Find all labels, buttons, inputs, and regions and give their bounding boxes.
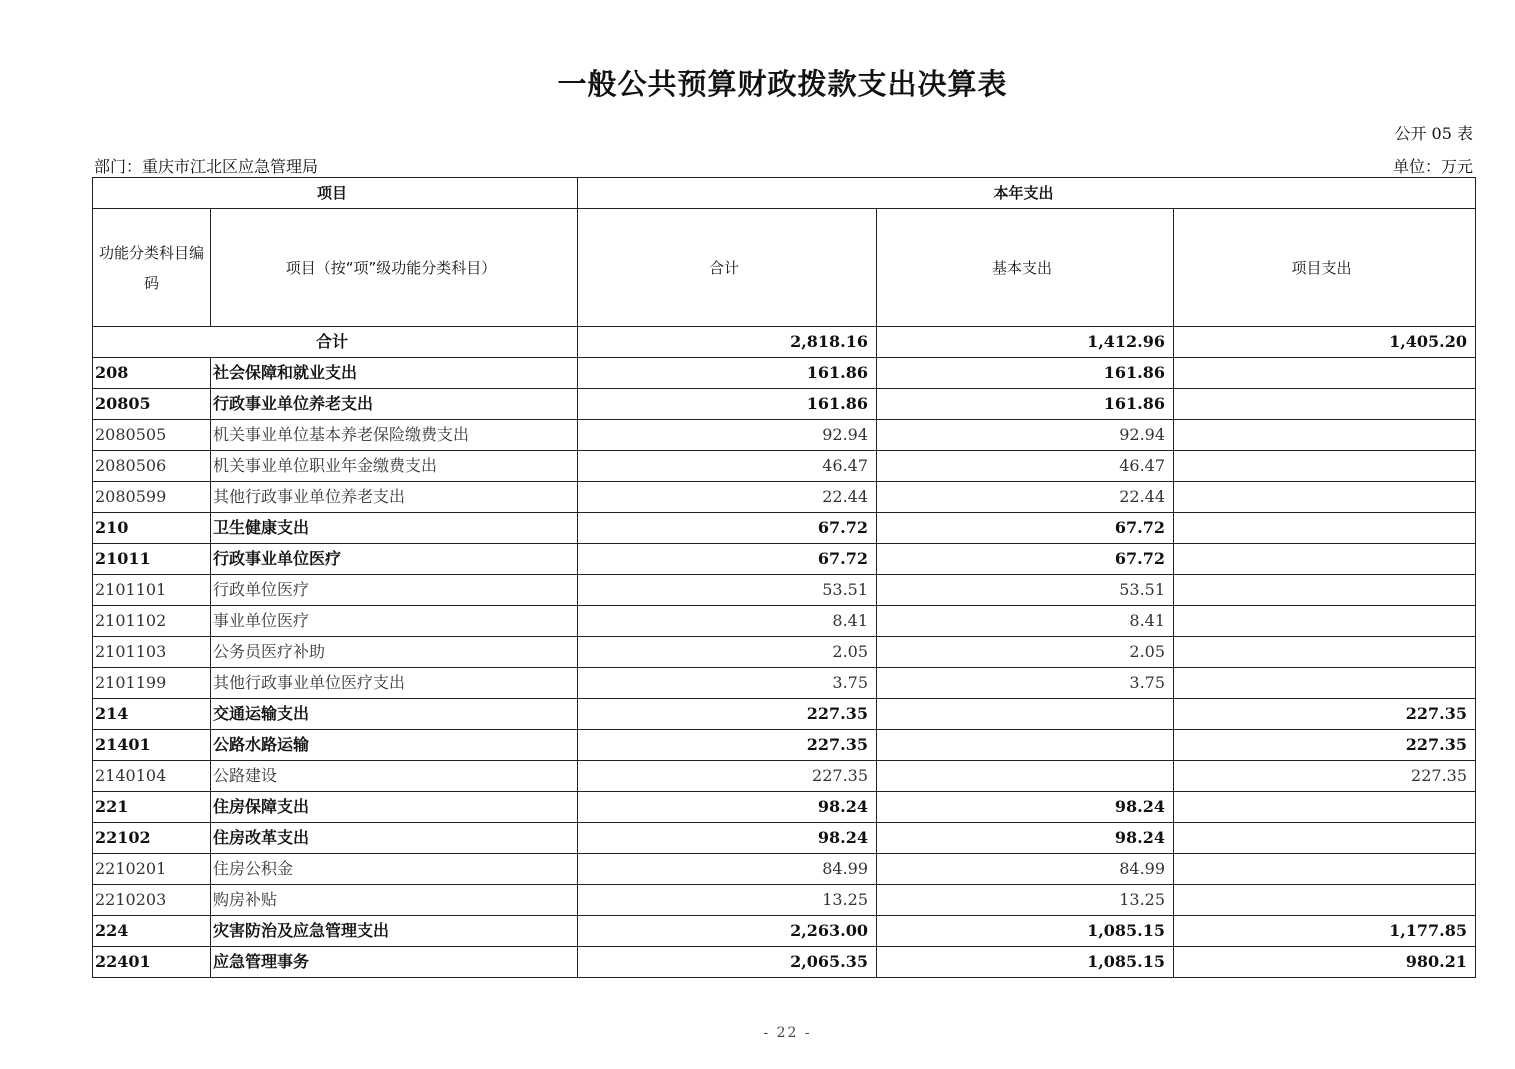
cell-code: 214 xyxy=(93,699,211,730)
cell-project xyxy=(1174,420,1476,451)
cell-project: 227.35 xyxy=(1174,730,1476,761)
cell-basic: 92.94 xyxy=(877,420,1174,451)
cell-name: 住房公积金 xyxy=(211,854,578,885)
cell-code: 22102 xyxy=(93,823,211,854)
cell-total: 161.86 xyxy=(578,358,877,389)
table-row xyxy=(93,823,1476,854)
cell-total: 2,263.00 xyxy=(578,916,877,947)
cell-basic: 22.44 xyxy=(877,482,1174,513)
cell-basic: 3.75 xyxy=(877,668,1174,699)
cell-total: 13.25 xyxy=(578,885,877,916)
header-expense-group: 本年支出 xyxy=(578,178,1476,209)
table-row xyxy=(93,730,1476,761)
expenditure-table xyxy=(92,177,1476,978)
cell-total: 227.35 xyxy=(578,699,877,730)
table-row xyxy=(93,389,1476,420)
table-row xyxy=(93,854,1476,885)
cell-code: 2210203 xyxy=(93,885,211,916)
header-name: 项目（按“项”级功能分类科目） xyxy=(211,209,578,327)
cell-code: 224 xyxy=(93,916,211,947)
cell-code: 2080505 xyxy=(93,420,211,451)
cell-code: 21011 xyxy=(93,544,211,575)
table-row xyxy=(93,916,1476,947)
cell-name: 公路建设 xyxy=(211,761,578,792)
cell-basic: 1,085.15 xyxy=(877,916,1174,947)
cell-code: 2101103 xyxy=(93,637,211,668)
total-label: 合计 xyxy=(93,327,578,358)
cell-name: 住房保障支出 xyxy=(211,792,578,823)
cell-basic: 2.05 xyxy=(877,637,1174,668)
cell-name: 卫生健康支出 xyxy=(211,513,578,544)
department-label: 部门：重庆市江北区应急管理局 xyxy=(94,157,319,176)
cell-name: 行政事业单位医疗 xyxy=(211,544,578,575)
report-title: 一般公共预算财政拨款支出决算表 xyxy=(557,67,1008,101)
cell-basic: 161.86 xyxy=(877,358,1174,389)
cell-total: 8.41 xyxy=(578,606,877,637)
cell-name: 事业单位医疗 xyxy=(211,606,578,637)
cell-project xyxy=(1174,637,1476,668)
total-project: 1,405.20 xyxy=(1174,327,1476,358)
header-total: 合计 xyxy=(578,209,877,327)
cell-total: 98.24 xyxy=(578,823,877,854)
cell-name: 灾害防治及应急管理支出 xyxy=(211,916,578,947)
cell-name: 其他行政事业单位养老支出 xyxy=(211,482,578,513)
cell-basic xyxy=(877,730,1174,761)
cell-code: 2101199 xyxy=(93,668,211,699)
cell-basic: 46.47 xyxy=(877,451,1174,482)
cell-total: 22.44 xyxy=(578,482,877,513)
table-row xyxy=(93,637,1476,668)
cell-basic xyxy=(877,699,1174,730)
table-row xyxy=(93,792,1476,823)
cell-basic: 8.41 xyxy=(877,606,1174,637)
table-row xyxy=(93,699,1476,730)
cell-total: 161.86 xyxy=(578,389,877,420)
cell-project xyxy=(1174,792,1476,823)
cell-project xyxy=(1174,606,1476,637)
cell-name: 社会保障和就业支出 xyxy=(211,358,578,389)
cell-total: 67.72 xyxy=(578,513,877,544)
cell-code: 22401 xyxy=(93,947,211,978)
table-row xyxy=(93,420,1476,451)
cell-total: 227.35 xyxy=(578,730,877,761)
cell-basic: 1,085.15 xyxy=(877,947,1174,978)
cell-code: 2080506 xyxy=(93,451,211,482)
cell-project xyxy=(1174,575,1476,606)
cell-project: 227.35 xyxy=(1174,761,1476,792)
cell-total: 67.72 xyxy=(578,544,877,575)
header-item-group: 项目 xyxy=(93,178,578,209)
cell-name: 行政事业单位养老支出 xyxy=(211,389,578,420)
cell-name: 公路水路运输 xyxy=(211,730,578,761)
cell-code: 210 xyxy=(93,513,211,544)
cell-basic: 67.72 xyxy=(877,544,1174,575)
table-row xyxy=(93,885,1476,916)
unit-label: 单位：万元 xyxy=(1392,157,1473,176)
cell-total: 46.47 xyxy=(578,451,877,482)
total-total: 2,818.16 xyxy=(578,327,877,358)
cell-project: 227.35 xyxy=(1174,699,1476,730)
cell-code: 2080599 xyxy=(93,482,211,513)
form-number: 公开 05 表 xyxy=(1394,124,1473,143)
cell-project xyxy=(1174,389,1476,420)
cell-total: 2,065.35 xyxy=(578,947,877,978)
cell-basic: 13.25 xyxy=(877,885,1174,916)
cell-total: 2.05 xyxy=(578,637,877,668)
header-code: 功能分类科目编码 xyxy=(93,209,211,327)
table-row xyxy=(93,513,1476,544)
cell-name: 行政单位医疗 xyxy=(211,575,578,606)
cell-basic: 53.51 xyxy=(877,575,1174,606)
cell-name: 公务员医疗补助 xyxy=(211,637,578,668)
cell-code: 2140104 xyxy=(93,761,211,792)
cell-project xyxy=(1174,358,1476,389)
cell-project xyxy=(1174,823,1476,854)
total-basic: 1,412.96 xyxy=(877,327,1174,358)
cell-code: 20805 xyxy=(93,389,211,420)
cell-basic: 161.86 xyxy=(877,389,1174,420)
cell-project: 980.21 xyxy=(1174,947,1476,978)
cell-project xyxy=(1174,668,1476,699)
cell-total: 3.75 xyxy=(578,668,877,699)
cell-project xyxy=(1174,544,1476,575)
header-row-groups xyxy=(93,178,1476,209)
cell-total: 92.94 xyxy=(578,420,877,451)
cell-code: 2210201 xyxy=(93,854,211,885)
cell-basic: 98.24 xyxy=(877,792,1174,823)
cell-name: 机关事业单位基本养老保险缴费支出 xyxy=(211,420,578,451)
cell-basic: 67.72 xyxy=(877,513,1174,544)
cell-project: 1,177.85 xyxy=(1174,916,1476,947)
table-row xyxy=(93,482,1476,513)
cell-name: 其他行政事业单位医疗支出 xyxy=(211,668,578,699)
cell-code: 221 xyxy=(93,792,211,823)
cell-code: 2101102 xyxy=(93,606,211,637)
header-basic: 基本支出 xyxy=(877,209,1174,327)
cell-code: 2101101 xyxy=(93,575,211,606)
cell-basic xyxy=(877,761,1174,792)
cell-total: 84.99 xyxy=(578,854,877,885)
cell-project xyxy=(1174,451,1476,482)
cell-total: 53.51 xyxy=(578,575,877,606)
table-row xyxy=(93,544,1476,575)
cell-name: 机关事业单位职业年金缴费支出 xyxy=(211,451,578,482)
cell-total: 227.35 xyxy=(578,761,877,792)
table-row xyxy=(93,947,1476,978)
cell-basic: 84.99 xyxy=(877,854,1174,885)
cell-code: 208 xyxy=(93,358,211,389)
cell-name: 交通运输支出 xyxy=(211,699,578,730)
header-project: 项目支出 xyxy=(1174,209,1476,327)
cell-name: 购房补贴 xyxy=(211,885,578,916)
cell-name: 应急管理事务 xyxy=(211,947,578,978)
header-row-columns xyxy=(93,209,1476,327)
total-row xyxy=(93,327,1476,358)
table-row xyxy=(93,358,1476,389)
table-row xyxy=(93,668,1476,699)
cell-code: 21401 xyxy=(93,730,211,761)
table-row xyxy=(93,606,1476,637)
page-number: - 22 - xyxy=(763,1025,812,1041)
table-row xyxy=(93,451,1476,482)
cell-project xyxy=(1174,513,1476,544)
cell-basic: 98.24 xyxy=(877,823,1174,854)
table-row xyxy=(93,575,1476,606)
cell-total: 98.24 xyxy=(578,792,877,823)
cell-project xyxy=(1174,854,1476,885)
cell-project xyxy=(1174,482,1476,513)
cell-project xyxy=(1174,885,1476,916)
table-row xyxy=(93,761,1476,792)
cell-name: 住房改革支出 xyxy=(211,823,578,854)
